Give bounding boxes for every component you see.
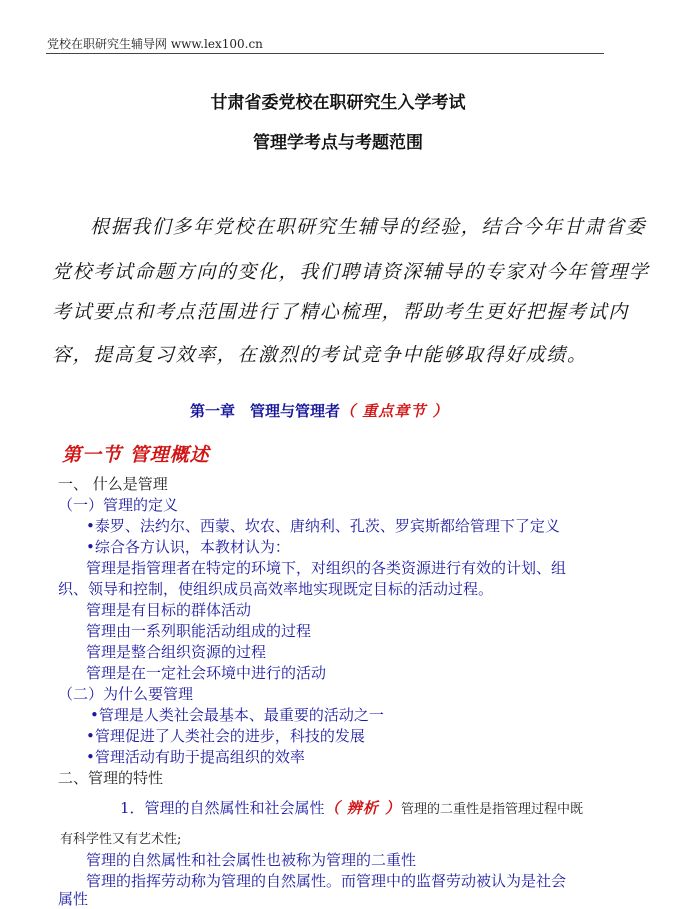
item-dual-nature-desc-cont: 有科学性又有艺术性; xyxy=(60,832,182,847)
intro-line-1: 根据我们多年党校在职研究生辅导的经验，结合今年甘肃省委 xyxy=(90,216,647,238)
point-natural-social-line-2: 属性 xyxy=(58,890,89,908)
page-header: 党校在职研究生辅导网 www.lex100.cn xyxy=(47,37,263,51)
bullet-efficiency: •管理活动有助于提高组织的效率 xyxy=(86,748,305,766)
analysis-tag: （ 辨析 ） xyxy=(324,799,401,817)
item-dual-nature-label: 1．管理的自然属性和社会属性 xyxy=(120,799,325,817)
document-subtitle: 管理学考点与考题范围 xyxy=(253,133,423,153)
point-social-environment: 管理是在一定社会环境中进行的活动 xyxy=(86,664,327,682)
intro-line-4: 容，提高复习效率，在激烈的考试竞争中能够取得好成绩。 xyxy=(52,344,588,366)
point-natural-social-line-1: 管理的指挥劳动称为管理的自然属性。而管理中的监督劳动被认为是社会 xyxy=(86,872,567,890)
bullet-textbook-view: •综合各方认识，本教材认为： xyxy=(86,538,290,556)
chapter-heading xyxy=(190,400,448,421)
bullet-basic-activity: •管理是人类社会最基本、最重要的活动之一 xyxy=(90,706,384,724)
intro-line-2: 党校考试命题方向的变化，我们聘请资深辅导的专家对今年管理学 xyxy=(52,261,650,283)
bullet-definers: •泰罗、法约尔、西蒙、坎农、唐纳利、孔茨、罗宾斯都给管理下了定义 xyxy=(86,517,560,535)
bullet-social-progress: •管理促进了人类社会的进步，科技的发展 xyxy=(86,727,365,745)
section-heading: 第一节 管理概述 xyxy=(62,444,210,466)
point-group-activity: 管理是有目标的群体活动 xyxy=(86,601,252,619)
definition-line-1: 管理是指管理者在特定的环境下，对组织的各类资源进行有效的计划、组 xyxy=(86,559,567,577)
heading-why-manage: （二）为什么要管理 xyxy=(58,685,194,703)
chapter-highlight: （ 重点章节 ） xyxy=(340,402,449,420)
definition-line-2: 织、领导和控制，使组织成员高效率地实现既定目标的活动过程。 xyxy=(58,580,494,598)
point-functional-process: 管理由一系列职能活动组成的过程 xyxy=(86,622,312,640)
heading-what-is-management: 一、 什么是管理 xyxy=(58,475,168,493)
item-dual-nature xyxy=(120,797,583,818)
intro-line-3: 考试要点和考点范围进行了精心梳理，帮助考生更好把握考试内 xyxy=(52,301,629,323)
point-integrate-resources: 管理是整合组织资源的过程 xyxy=(86,643,267,661)
point-dual-nature: 管理的自然属性和社会属性也被称为管理的二重性 xyxy=(86,851,417,869)
item-dual-nature-desc: 管理的二重性是指管理过程中既 xyxy=(401,802,584,817)
heading-characteristics: 二、管理的特性 xyxy=(58,769,164,787)
document-title: 甘肃省委党校在职研究生入学考试 xyxy=(210,93,466,113)
heading-definition: （一）管理的定义 xyxy=(58,496,179,514)
chapter-label: 第一章 管理与管理者 xyxy=(190,402,341,420)
header-divider xyxy=(46,53,604,54)
